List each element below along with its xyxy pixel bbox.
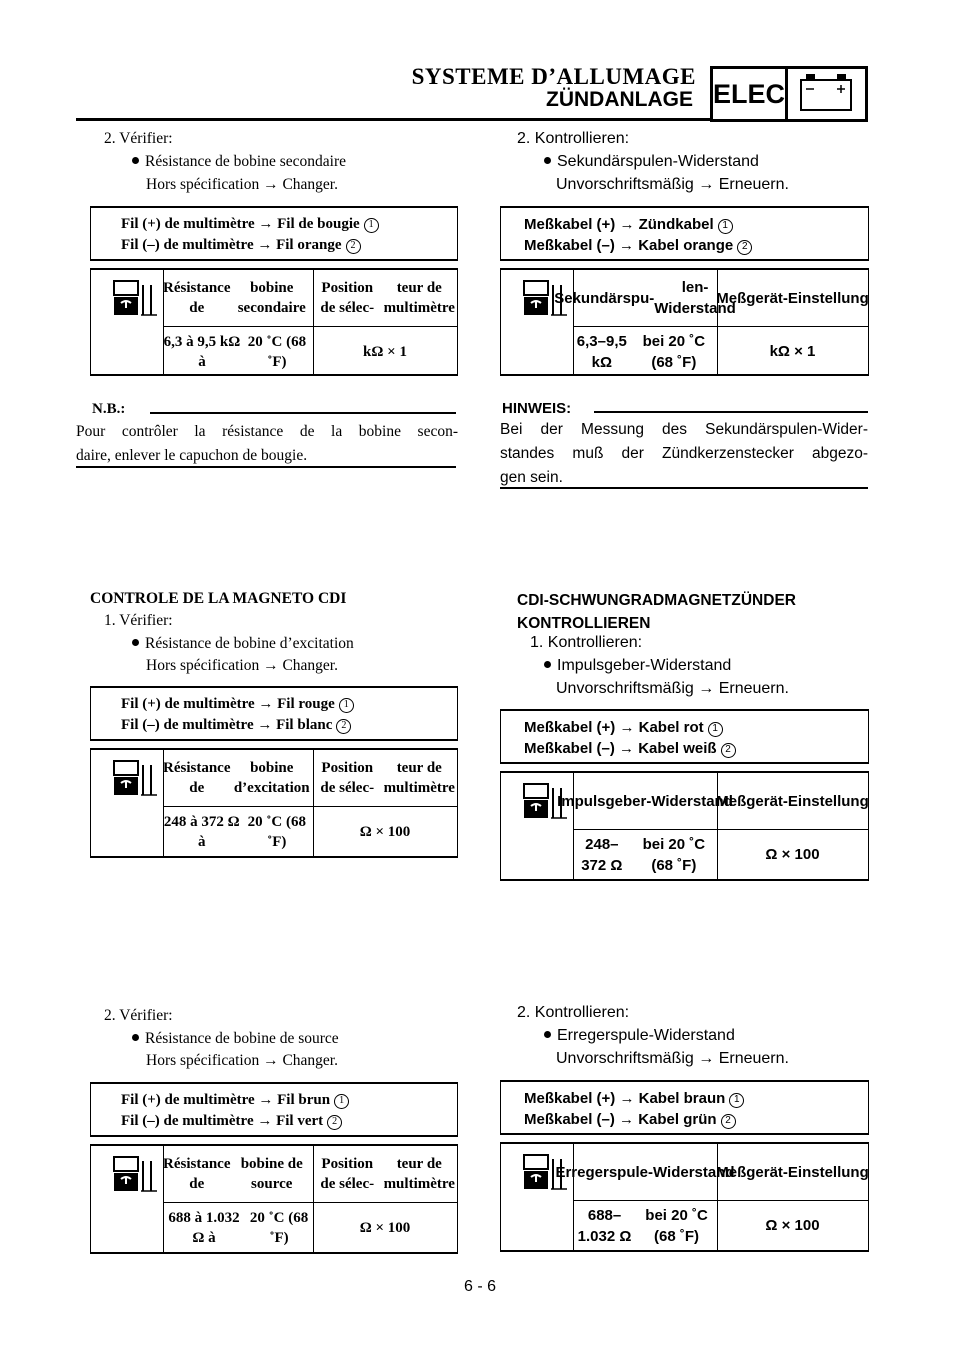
fr-lead-box-3: Fil (+) de multimètre → Fil brun 1 Fil (–) de multimètre → Fil vert 2 [90, 1082, 458, 1137]
de-spec-table-1: Sekundärspu- len-Widerstand Meßgerät- Einstellung 6,3–9,5 kΩ bei 20 ˚C (68 ˚F) kΩ × 1 [500, 268, 869, 376]
de-note-text: Bei der Messung des Sekundärspulen-Wider- standes muß der Zündkerzenstecker abgezo- gen sein. [500, 421, 868, 486]
callout-2: 2 [327, 1115, 342, 1130]
de-spec-table-2: Impulsgeber- Widerstand Meßgerät- Einstellung 248–372 Ω bei 20 ˚C (68 ˚F) Ω × 100 [500, 771, 869, 881]
bullet-icon [132, 157, 139, 164]
page-number: 6 - 6 [463, 1278, 496, 1295]
callout-1: 1 [364, 218, 379, 233]
de-lead-box-3: Meßkabel (+) → Kabel braun 1 Meßkabel (–) → Kabel grün 2 [500, 1080, 869, 1135]
step-label: 1. Kontrollieren: [530, 634, 643, 651]
callout-1: 1 [718, 219, 733, 234]
de-section-heading: CDI-SCHWUNGRADMAGNETZÜNDER KONTROLLIEREN [517, 592, 796, 632]
fr-spec-table-3: Résistance de bobine de source Position de sélec- teur de multimètre 688 à 1.032 Ω à 20 ˚C (68 ˚F) Ω × 100 [90, 1144, 458, 1254]
callout-2: 2 [721, 743, 736, 758]
action-text: Unvorschriftsmäßig → Erneuern. [556, 680, 789, 697]
bullet-icon [544, 157, 551, 164]
callout-1: 1 [708, 722, 723, 737]
callout-2: 2 [721, 1114, 736, 1129]
action-text: Hors spécification → Changer. [146, 1052, 338, 1069]
multimeter-icon [113, 759, 159, 797]
fr-lead-box-1: Fil (+) de multimètre → Fil de bougie 1 Fil (–) de multimètre → Fil orange 2 [90, 206, 458, 261]
section-label: ELEC [710, 66, 788, 122]
fr-spec-table-1: Résistance de bobine secondaire Position de sélec- teur de multimètre 6,3 à 9,5 kΩ à 20 ˚C (68 ˚F) kΩ × 1 [90, 268, 458, 376]
de-spec-table-3: Erregerspule- Widerstand Meßgerät- Einstellung 688–1.032 Ω bei 20 ˚C (68 ˚F) Ω × 100 [500, 1142, 869, 1252]
fr-note-text: Pour contrôler la résistance de la bobine secon- daire, enlever le capuchon de bougie. [76, 423, 458, 464]
step-label: 2. Kontrollieren: [517, 130, 630, 147]
check-item: Résistance de bobine d’excitation [132, 635, 354, 653]
callout-1: 1 [729, 1093, 744, 1108]
step-label: 2. Kontrollieren: [517, 1004, 630, 1021]
callout-2: 2 [737, 240, 752, 255]
callout-2: 2 [346, 239, 361, 254]
battery-icon [788, 66, 868, 122]
multimeter-icon [113, 279, 159, 317]
fr-lead-box-2: Fil (+) de multimètre → Fil rouge 1 Fil (–) de multimètre → Fil blanc 2 [90, 686, 458, 741]
fr-note-title: N.B.: [92, 401, 126, 417]
action-text: Unvorschriftsmäßig → Erneuern. [556, 1050, 789, 1067]
check-item: Résistance de bobine de source [132, 1030, 339, 1048]
callout-1: 1 [334, 1094, 349, 1109]
header-rule [76, 118, 710, 121]
callout-1: 1 [339, 698, 354, 713]
de-note-title: HINWEIS: [502, 400, 572, 417]
bullet-icon [132, 1034, 139, 1041]
check-item: Résistance de bobine secondaire [132, 153, 346, 171]
bullet-icon [544, 661, 551, 668]
check-item: Sekundärspulen-Widerstand [544, 153, 759, 171]
de-note-rule [594, 411, 868, 413]
action-text: Hors spécification → Changer. [146, 176, 338, 193]
de-note-bottom-rule [500, 487, 868, 489]
fr-section-heading: CONTROLE DE LA MAGNETO CDI [90, 590, 347, 607]
header-title-de: ZÜNDANLAGE [546, 88, 693, 111]
bullet-icon [132, 639, 139, 646]
fr-spec-table-2: Résistance de bobine d’excitation Position de sélec- teur de multimètre 248 à 372 Ω à 20 ˚C (68 ˚F) Ω × 100 [90, 748, 458, 858]
bullet-icon [544, 1031, 551, 1038]
step-label: 2. Vérifier: [104, 1007, 173, 1024]
action-text: Hors spécification → Changer. [146, 657, 338, 674]
check-item: Erregerspule-Widerstand [544, 1027, 735, 1045]
de-lead-box-2: Meßkabel (+) → Kabel rot 1 Meßkabel (–) → Kabel weiß 2 [500, 709, 869, 764]
de-lead-box-1: Meßkabel (+) → Zündkabel 1 Meßkabel (–) → Kabel orange 2 [500, 206, 869, 261]
step-label: 2. Vérifier: [104, 130, 173, 147]
header-title-fr: SYSTEME D’ALLUMAGE [411, 64, 696, 89]
fr-note-bottom-rule [76, 466, 456, 468]
callout-2: 2 [336, 719, 351, 734]
step-label: 1. Vérifier: [104, 612, 173, 629]
multimeter-icon [113, 1155, 159, 1193]
action-text: Unvorschriftsmäßig → Erneuern. [556, 176, 789, 193]
check-item: Impulsgeber-Widerstand [544, 657, 731, 675]
fr-note-rule [150, 412, 456, 414]
